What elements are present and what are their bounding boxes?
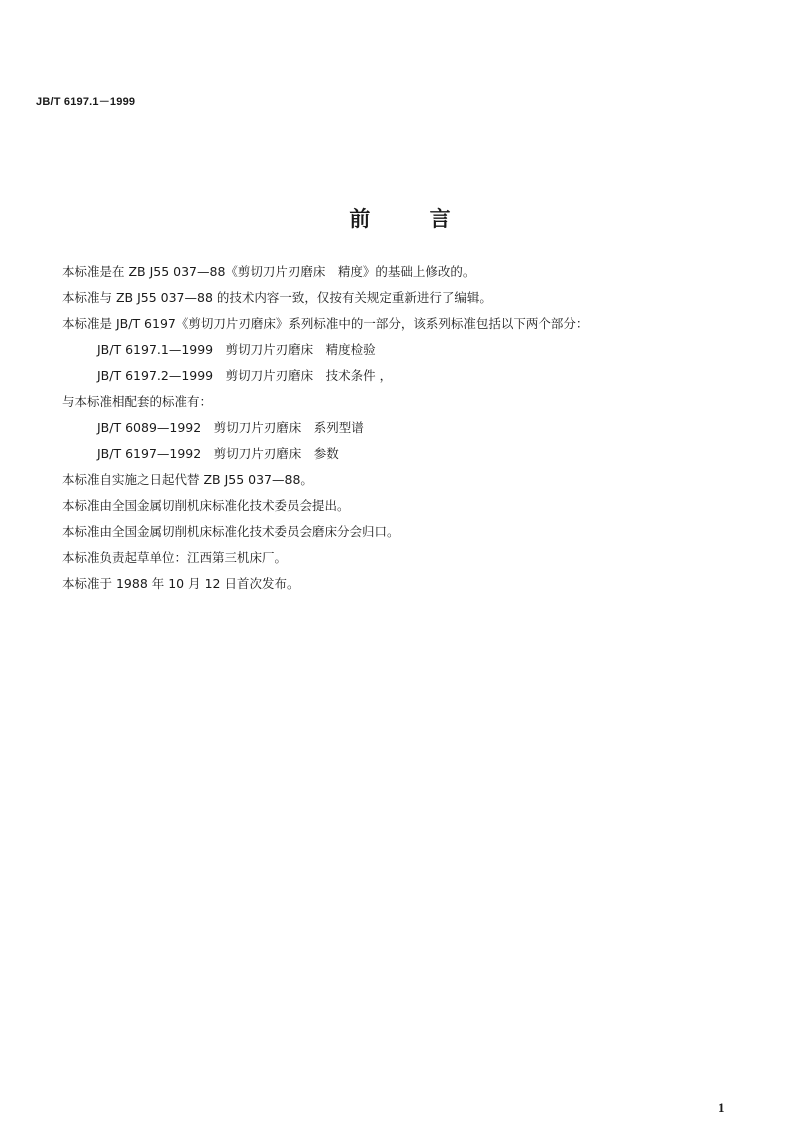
paragraph-first-release: 本标准于 1988 年 10 月 12 日首次发布。 [62, 576, 300, 591]
paragraph-under-jurisdiction: 本标准由全国金属切削机床标准化技术委员会磨床分会归口。 [62, 524, 400, 539]
standard-number-header: JB/T 6197.1－1999 [36, 96, 136, 108]
page-number: 1 [718, 1100, 725, 1115]
series-part-1: JB/T 6197.1—1999 剪切刀片刃磨床 精度检验 [97, 342, 376, 357]
paragraph-proposed-by: 本标准由全国金属切削机床标准化技术委员会提出。 [62, 498, 350, 513]
series-part-2: JB/T 6197.2—1999 剪切刀片刃磨床 技术条件 ， [97, 368, 393, 383]
page-title: 前 言 [349, 207, 477, 231]
related-standard-1: JB/T 6089—1992 剪切刀片刃磨床 系列型谱 [97, 420, 364, 435]
paragraph-basis: 本标准是在 ZB J55 037—88《剪切刀片刃磨床 精度》的基础上修改的。 [62, 264, 476, 279]
paragraph-replacement: 本标准自实施之日起代替 ZB J55 037—88。 [62, 472, 313, 487]
paragraph-series-intro: 本标准是 JB/T 6197《剪切刀片刃磨床》系列标准中的一部分，该系列标准包括以下两个部分： [62, 316, 589, 331]
paragraph-related-standards: 与本标准相配套的标准有： [62, 394, 213, 409]
foreword-body [62, 259, 752, 597]
related-standard-2: JB/T 6197—1992 剪切刀片刃磨床 参数 [97, 446, 339, 461]
paragraph-drafting-unit: 本标准负责起草单位：江西第三机床厂。 [62, 550, 288, 565]
paragraph-technical-content: 本标准与 ZB J55 037—88 的技术内容一致，仅按有关规定重新进行了编辑。 [62, 290, 492, 305]
